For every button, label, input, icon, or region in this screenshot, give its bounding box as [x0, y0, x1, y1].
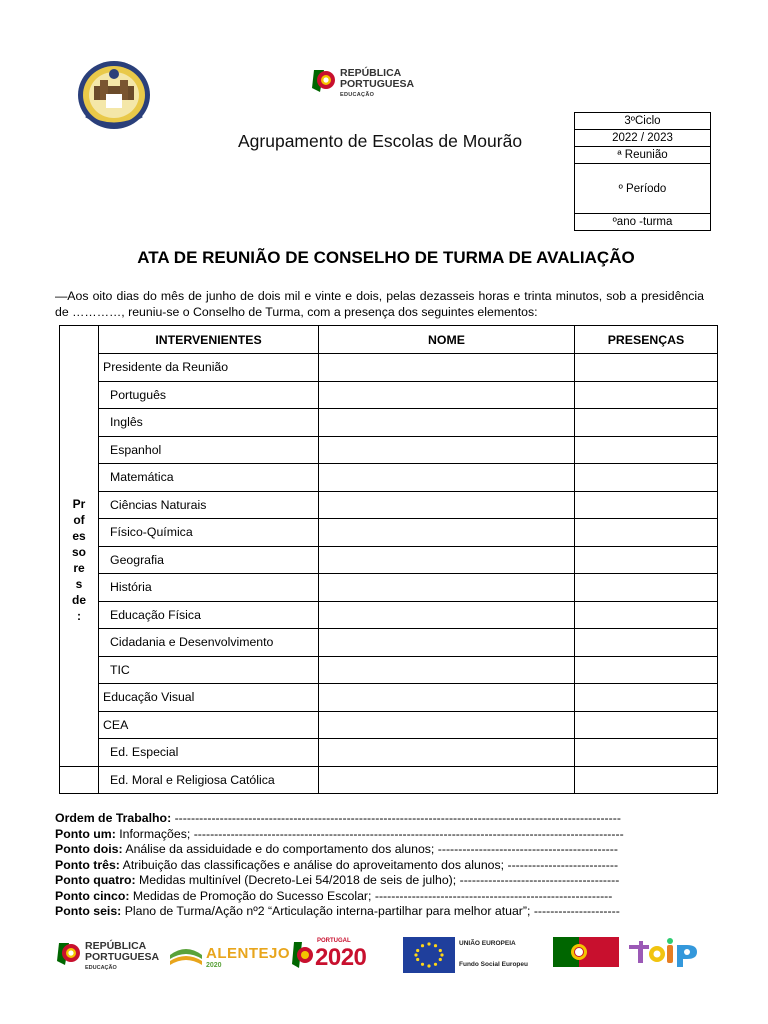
ano-turma-cell: ºano -turma: [575, 214, 711, 231]
blank-header-cell: [60, 326, 99, 354]
table-row: [60, 409, 718, 437]
name-cell[interactable]: [319, 684, 575, 712]
presence-cell[interactable]: [575, 601, 718, 629]
table-row: [60, 766, 718, 794]
name-cell[interactable]: [319, 739, 575, 767]
table-row: [60, 381, 718, 409]
presence-cell[interactable]: [575, 684, 718, 712]
table-row: [60, 464, 718, 492]
role-ed-especial: Ed. Especial: [99, 739, 319, 767]
agenda-item: Ponto um: Informações; ---------------------------------------------------------------------------------------------------------: [55, 826, 624, 841]
table-row: [60, 354, 718, 382]
name-cell[interactable]: [319, 601, 575, 629]
ciclo-cell: 3ºCiclo: [575, 113, 711, 130]
presence-cell[interactable]: [575, 574, 718, 602]
presence-cell[interactable]: [575, 464, 718, 492]
name-cell[interactable]: [319, 464, 575, 492]
name-cell[interactable]: [319, 436, 575, 464]
role-educacao-visual: Educação Visual: [99, 684, 319, 712]
school-logo: [76, 58, 156, 134]
table-row: [60, 629, 718, 657]
agenda-item: Ordem de Trabalho: -------------------------------------------------------------------------------------------------------------: [55, 811, 621, 825]
presence-cell[interactable]: [575, 436, 718, 464]
periodo-cell: º Período: [575, 164, 711, 214]
table-row: [60, 656, 718, 684]
agenda-item: Ponto seis: Plano de Turma/Ação nº2 “Articulação interna-partilhar para melhor atuar”; ---------------------: [55, 904, 620, 918]
presence-cell[interactable]: [575, 354, 718, 382]
table-row: [60, 739, 718, 767]
footer-teip-logo: [625, 935, 707, 975]
agenda-item: Ponto dois: Análise da assiduidade e do comportamento dos alunos; --------------------------------------------: [55, 842, 618, 856]
name-cell[interactable]: [319, 546, 575, 574]
role-cidadania: Cidadania e Desenvolvimento: [99, 629, 319, 657]
presence-cell[interactable]: [575, 546, 718, 574]
educacao-label: EDUCAÇÃO: [340, 92, 375, 98]
presence-cell[interactable]: [575, 629, 718, 657]
footer-governo-logo: [553, 935, 621, 975]
name-cell[interactable]: [319, 354, 575, 382]
role-ed-moral: Ed. Moral e Religiosa Católica: [99, 766, 319, 794]
agenda-item: Ponto cinco: Medidas de Promoção do Sucesso Escolar; ----------------------------------------------------------: [55, 888, 613, 903]
school-name: Agrupamento de Escolas de Mourão: [238, 131, 523, 151]
table-row: [60, 436, 718, 464]
table-row: [60, 574, 718, 602]
name-cell[interactable]: [319, 519, 575, 547]
republica-portuguesa-logo: [310, 66, 430, 100]
header-intervenientes: INTERVENIENTES: [99, 326, 319, 354]
name-cell[interactable]: [319, 574, 575, 602]
role-presidente: Presidente da Reunião: [99, 354, 319, 382]
meeting-info-box: [574, 112, 711, 231]
presence-cell[interactable]: [575, 409, 718, 437]
presence-cell[interactable]: [575, 711, 718, 739]
footer-republica-logo: REPÚBLICA PORTUGUESA EDUCAÇÃO: [55, 935, 165, 975]
agenda-item: Ponto três: Atribuição das classificações e análise do aproveitamento dos alunos; ---------------------------: [55, 857, 619, 872]
presence-cell[interactable]: [575, 656, 718, 684]
header-presencas: PRESENÇAS: [575, 326, 718, 354]
presence-cell[interactable]: [575, 766, 718, 794]
role-fisico-quimica: Físico-Química: [99, 519, 319, 547]
agenda-item: Ponto quatro: Medidas multinível (Decreto-Lei 54/2018 de seis de julho); ---------------------------------------: [55, 873, 620, 887]
footer-logos: [55, 935, 707, 977]
footer-alentejo-logo: ALENTEJO 2020: [168, 935, 290, 975]
agenda: [55, 811, 715, 920]
name-cell[interactable]: [319, 381, 575, 409]
role-ciencias-naturais: Ciências Naturais: [99, 491, 319, 519]
republica-label: REPÚBLICA PORTUGUESA: [340, 67, 415, 90]
role-ingles: Inglês: [99, 409, 319, 437]
table-row: [60, 684, 718, 712]
name-cell[interactable]: [319, 409, 575, 437]
role-espanhol: Espanhol: [99, 436, 319, 464]
role-geografia: Geografia: [99, 546, 319, 574]
ano-letivo-cell: 2022 / 2023: [575, 130, 711, 147]
role-cea: CEA: [99, 711, 319, 739]
name-cell[interactable]: [319, 491, 575, 519]
name-cell[interactable]: [319, 711, 575, 739]
table-header-row: [60, 326, 718, 354]
header-nome: NOME: [319, 326, 575, 354]
table-row: [60, 601, 718, 629]
table-row: [60, 711, 718, 739]
footer-portugal2020-logo: PORTUGAL 2020: [291, 935, 399, 975]
presence-cell[interactable]: [575, 519, 718, 547]
name-cell[interactable]: [319, 629, 575, 657]
footer-uniao-europeia-logo: UNIÃO EUROPEIA Fundo Social Europeu: [403, 935, 551, 975]
role-educacao-fisica: Educação Física: [99, 601, 319, 629]
reuniao-cell: ª Reunião: [575, 147, 711, 164]
role-portugues: Português: [99, 381, 319, 409]
name-cell[interactable]: [319, 656, 575, 684]
table-row: [60, 491, 718, 519]
table-row: [60, 519, 718, 547]
attendance-table: [59, 325, 718, 794]
name-cell[interactable]: [319, 766, 575, 794]
presence-cell[interactable]: [575, 739, 718, 767]
role-matematica: Matemática: [99, 464, 319, 492]
blank-cell: [60, 766, 99, 794]
table-row: [60, 546, 718, 574]
document-title: ATA DE REUNIÃO DE CONSELHO DE TURMA DE AVALIAÇÃO: [137, 248, 635, 267]
role-historia: História: [99, 574, 319, 602]
professores-label: Pr of es so re s de :: [60, 354, 99, 767]
presence-cell[interactable]: [575, 381, 718, 409]
role-tic: TIC: [99, 656, 319, 684]
presence-cell[interactable]: [575, 491, 718, 519]
intro-paragraph: —Aos oito dias do mês de junho de dois mil e vinte e dois, pelas dezasseis horas e trinta minutos, sob a presidência de …………, reuniu-se o Conselho de Turma, com a presença dos seguintes elementos:: [55, 289, 704, 319]
